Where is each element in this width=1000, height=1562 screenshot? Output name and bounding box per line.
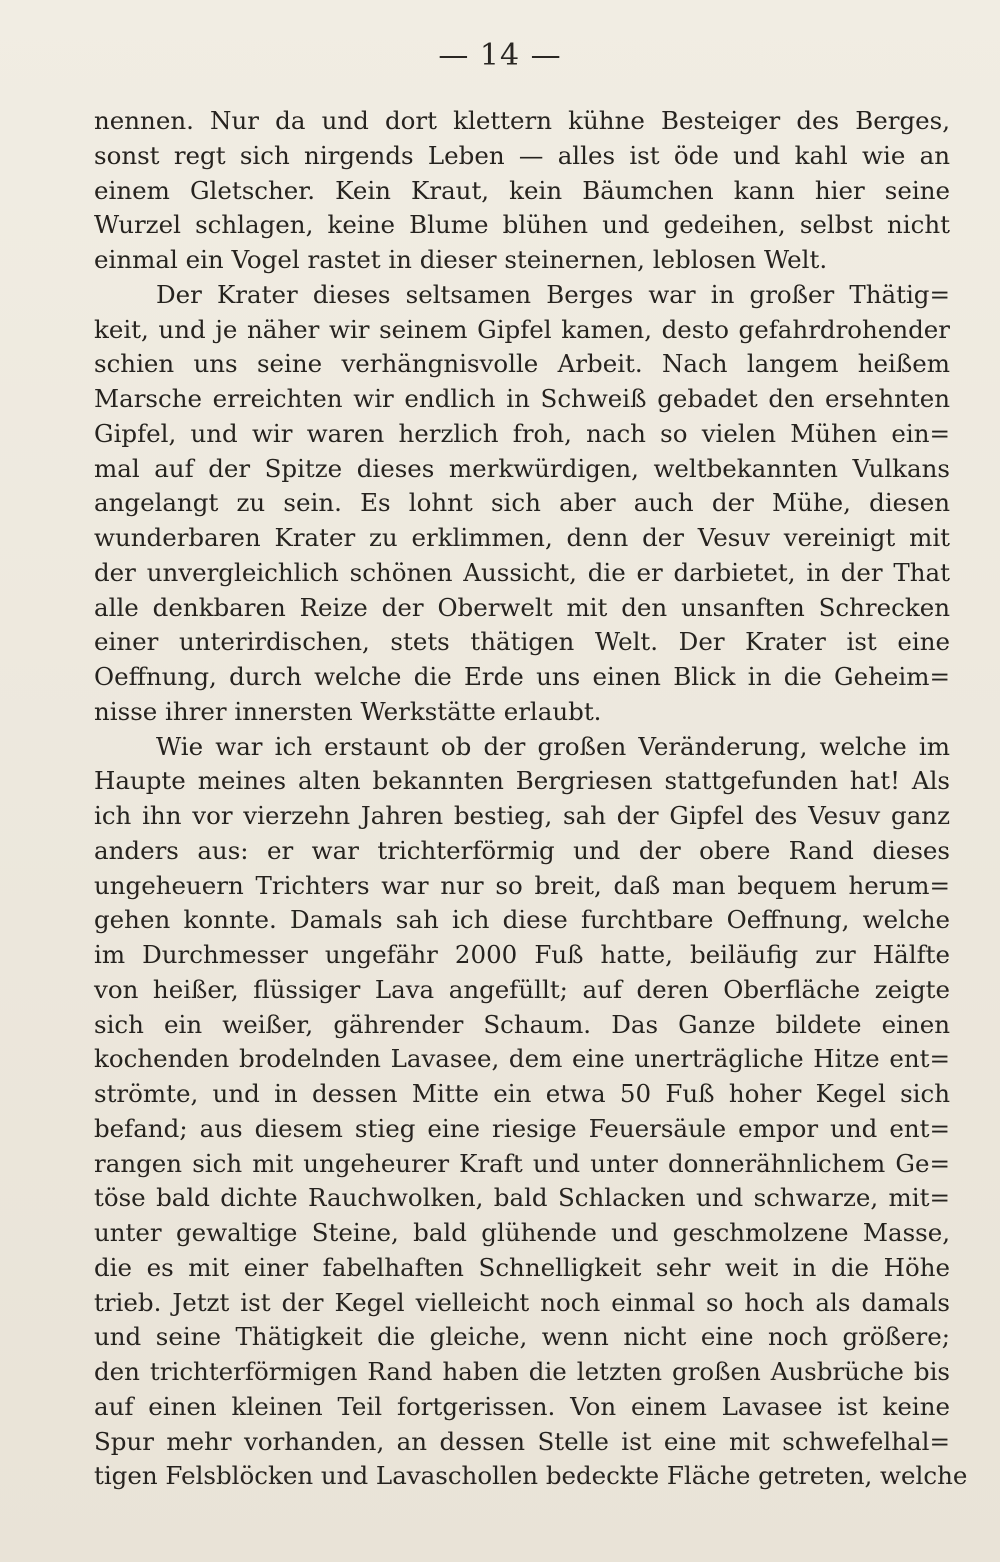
text-line: nennen. Nur da und dort klettern kühne Besteiger des Berges, xyxy=(94,106,950,135)
text-line: anders aus: er war trichterförmig und der obere Rand dieses xyxy=(94,835,950,865)
text-line: und seine Thätigkeit die gleiche, wenn nicht eine noch größere; xyxy=(94,1322,950,1352)
text-line: den trichterförmigen Rand haben die letzten großen Ausbrüche bis xyxy=(94,1357,950,1386)
text-line: rangen sich mit ungeheurer Kraft und unter donnerähnlichem Ge= xyxy=(94,1148,950,1178)
text-line: gehen konnte. Damals sah ich diese furchtbare Oeffnung, welche xyxy=(94,905,950,935)
text-line: tigen Felsblöcken und Lavaschollen bedeckte Fläche getreten, welche xyxy=(94,1461,968,1491)
text-line: unter gewaltige Steine, bald glühende und geschmolzene Masse, xyxy=(94,1218,950,1247)
text-line: mal auf der Spitze dieses merkwürdigen, weltbekannten Vulkans xyxy=(94,453,950,483)
text-line: Gipfel, und wir waren herzlich froh, nach so vielen Mühen ein= xyxy=(94,418,950,448)
text-line: befand; aus diesem stieg eine riesige Feuersäule empor und ent= xyxy=(94,1113,950,1143)
text-line: Oeffnung, durch welche die Erde uns einen Blick in die Geheim= xyxy=(94,662,950,691)
text-line: Wie war ich erstaunt ob der großen Veränderung, welche im xyxy=(156,731,950,761)
text-line: einem Gletscher. Kein Kraut, kein Bäumchen kann hier seine xyxy=(94,175,950,205)
text-line: von heißer, flüssiger Lava angefüllt; auf deren Oberfläche zeigte xyxy=(94,974,950,1004)
text-line: einmal ein Vogel rastet in dieser steinernen, leblosen Welt. xyxy=(94,245,828,274)
text-line: kochenden brodelnden Lavasee, dem eine unerträgliche Hitze ent= xyxy=(94,1044,950,1074)
text-line: die es mit einer fabelhaften Schnelligkeit sehr weit in die Höhe xyxy=(94,1252,950,1282)
text-line: Wurzel schlagen, keine Blume blühen und gedeihen, selbst nicht xyxy=(94,210,950,240)
text-line: angelangt zu sein. Es lohnt sich aber auch der Mühe, diesen xyxy=(94,488,950,518)
text-line: töse bald dichte Rauchwolken, bald Schlacken und schwarze, mit= xyxy=(94,1183,950,1213)
text-line: keit, und je näher wir seinem Gipfel kamen, desto gefahrdrohender xyxy=(94,314,950,344)
text-line: sich ein weißer, gährender Schaum. Das Ganze bildete einen xyxy=(94,1009,950,1039)
text-line: ich ihn vor vierzehn Jahren bestieg, sah der Gipfel des Vesuv ganz xyxy=(94,801,950,830)
text-line: trieb. Jetzt ist der Kegel vielleicht noch einmal so hoch als damals xyxy=(94,1287,950,1317)
text-line: Spur mehr vorhanden, an dessen Stelle ist eine mit schwefelhal= xyxy=(94,1426,950,1456)
page-number: — 14 — xyxy=(438,38,562,73)
text-line: nisse ihrer innersten Werkstätte erlaubt. xyxy=(94,696,602,726)
text-line: auf einen kleinen Teil fortgerissen. Von einem Lavasee ist keine xyxy=(94,1391,950,1421)
text-line: Haupte meines alten bekannten Bergriesen stattgefunden hat! Als xyxy=(94,766,950,796)
text-line: Marsche erreichten wir endlich in Schweiß gebadet den ersehnten xyxy=(94,384,950,413)
text-line: sonst regt sich nirgends Leben — alles ist öde und kahl wie an xyxy=(94,140,950,170)
text-line: alle denkbaren Reize der Oberwelt mit den unsanften Schrecken xyxy=(94,592,950,622)
text-line: ungeheuern Trichters war nur so breit, daß man bequem herum= xyxy=(94,870,950,900)
text-line: wunderbaren Krater zu erklimmen, denn der Vesuv vereinigt mit xyxy=(94,523,950,552)
text-line: der unvergleichlich schönen Aussicht, die er darbietet, in der That xyxy=(94,557,950,587)
text-line: strömte, und in dessen Mitte ein etwa 50 Fuß hoher Kegel sich xyxy=(94,1079,950,1108)
text-line: einer unterirdischen, stets thätigen Welt. Der Krater ist eine xyxy=(94,627,950,657)
text-line: schien uns seine verhängnisvolle Arbeit. Nach langem heißem xyxy=(94,349,950,379)
body-text xyxy=(94,104,968,1494)
text-line: im Durchmesser ungefähr 2000 Fuß hatte, beiläufig zur Hälfte xyxy=(94,940,950,969)
text-line: Der Krater dieses seltsamen Berges war in großer Thätig= xyxy=(156,279,950,309)
